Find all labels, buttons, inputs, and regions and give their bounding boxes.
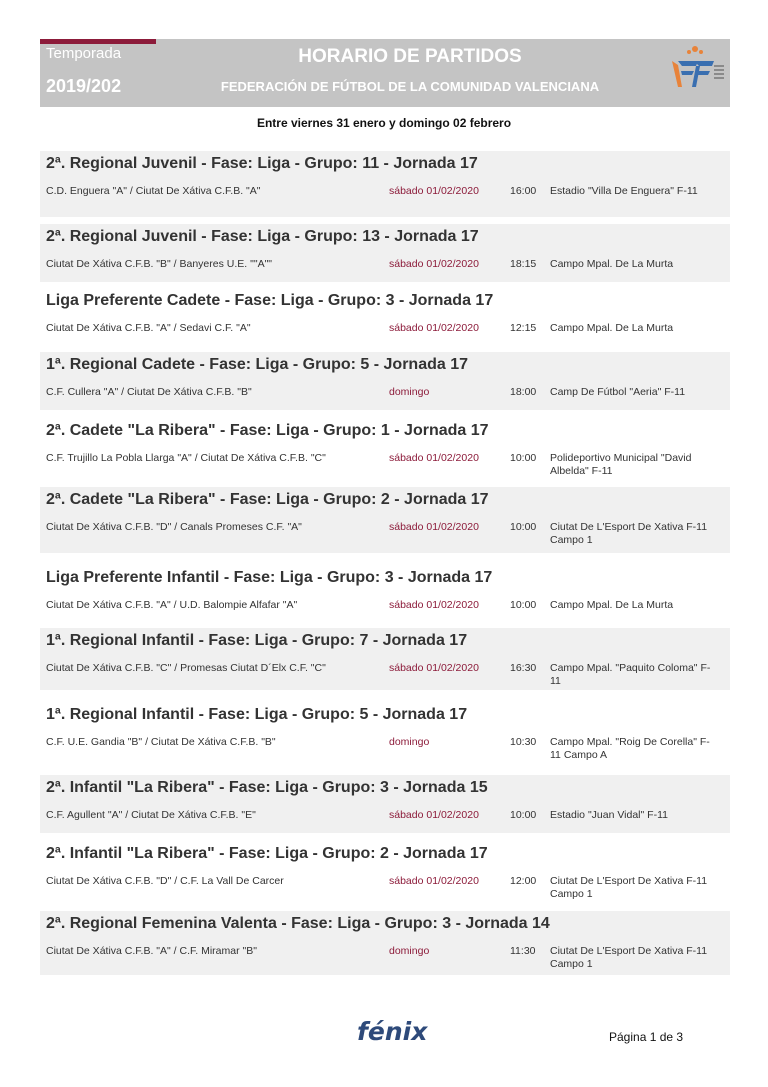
match-block	[40, 224, 730, 282]
match-teams: C.D. Enguera "A" / Ciutat De Xátiva C.F.B. "A"	[46, 185, 261, 197]
match-teams: Ciutat De Xátiva C.F.B. "A" / Sedavi C.F. "A"	[46, 322, 251, 334]
match-block	[40, 487, 730, 553]
match-title: 2ª. Cadete "La Ribera" - Fase: Liga - Grupo: 2 - Jornada 17	[46, 491, 489, 508]
accent-bar	[40, 39, 156, 44]
match-venue: Campo Mpal. De La Murta	[550, 322, 674, 334]
match-time: 10:30	[510, 736, 537, 748]
season-label: Temporada	[46, 45, 122, 62]
match-title: 2ª. Regional Femenina Valenta - Fase: Liga - Grupo: 3 - Jornada 14	[46, 915, 550, 932]
match-title: 1ª. Regional Infantil - Fase: Liga - Grupo: 5 - Jornada 17	[46, 706, 468, 723]
page-header	[40, 39, 730, 107]
match-date: sábado 01/02/2020	[389, 809, 479, 821]
match-block	[40, 628, 730, 690]
match-teams: Ciutat De Xátiva C.F.B. "B" / Banyeres U.E. ""A""	[46, 258, 273, 270]
match-venue: Campo Mpal. "Roig De Corella" F-11 Campo A	[550, 736, 710, 761]
match-title: Liga Preferente Infantil - Fase: Liga - Grupo: 3 - Jornada 17	[46, 569, 493, 586]
match-teams: Ciutat De Xátiva C.F.B. "D" / C.F. La Vall De Carcer	[46, 875, 284, 887]
match-date: sábado 01/02/2020	[389, 185, 479, 197]
match-title: Liga Preferente Cadete - Fase: Liga - Grupo: 3 - Jornada 17	[46, 292, 494, 309]
match-time: 10:00	[510, 599, 537, 611]
date-range: Entre viernes 31 enero y domingo 02 febrero	[256, 116, 512, 130]
page-title: HORARIO DE PARTIDOS	[298, 46, 522, 67]
page-number: Página 1 de 3	[609, 1030, 684, 1044]
match-venue: Ciutat De L'Esport De Xativa F-11 Campo 1	[550, 521, 708, 546]
match-block	[40, 565, 730, 623]
match-venue: Camp De Fútbol "Aeria" F-11	[550, 386, 686, 398]
match-teams: C.F. Cullera "A" / Ciutat De Xátiva C.F.B. "B"	[46, 386, 252, 398]
match-teams: C.F. U.E. Gandia "B" / Ciutat De Xátiva C.F.B. "B"	[46, 736, 276, 748]
federation-logo-icon	[664, 43, 726, 101]
match-time: 11:30	[510, 945, 536, 957]
match-teams: Ciutat De Xátiva C.F.B. "D" / Canals Promeses C.F. "A"	[46, 521, 302, 533]
match-date: sábado 01/02/2020	[389, 521, 479, 533]
match-title: 2ª. Infantil "La Ribera" - Fase: Liga - Grupo: 3 - Jornada 15	[46, 779, 488, 796]
match-venue: Campo Mpal. De La Murta	[550, 258, 674, 270]
match-time: 10:00	[510, 452, 537, 464]
match-block	[40, 418, 730, 482]
match-teams: Ciutat De Xátiva C.F.B. "A" / U.D. Balompie Alfafar "A"	[46, 599, 298, 611]
match-date: domingo	[389, 945, 430, 957]
match-date: sábado 01/02/2020	[389, 662, 479, 674]
match-date: sábado 01/02/2020	[389, 452, 479, 464]
match-time: 10:00	[510, 521, 537, 533]
match-time: 16:00	[510, 185, 537, 197]
fenix-logo: fénix	[357, 1017, 428, 1046]
match-venue: Ciutat De L'Esport De Xativa F-11 Campo 1	[550, 875, 708, 900]
match-date: sábado 01/02/2020	[389, 322, 479, 334]
match-venue: Estadio "Juan Vidal" F-11	[550, 809, 668, 821]
match-date: domingo	[389, 386, 430, 398]
season-value: 2019/202	[46, 76, 122, 96]
match-time: 18:00	[510, 386, 537, 398]
match-block	[40, 352, 730, 410]
match-time: 10:00	[510, 809, 537, 821]
match-title: 2ª. Cadete "La Ribera" - Fase: Liga - Grupo: 1 - Jornada 17	[46, 422, 489, 439]
match-block	[40, 151, 730, 217]
match-venue: Campo Mpal. De La Murta	[550, 599, 674, 611]
match-teams: Ciutat De Xátiva C.F.B. "A" / C.F. Miramar "B"	[46, 945, 257, 957]
match-teams: C.F. Trujillo La Pobla Llarga "A" / Ciutat De Xátiva C.F.B. "C"	[46, 452, 326, 464]
match-date: sábado 01/02/2020	[389, 599, 479, 611]
match-block	[40, 775, 730, 833]
match-date: sábado 01/02/2020	[389, 875, 479, 887]
match-venue: Campo Mpal. "Paquito Coloma" F-11	[550, 662, 711, 687]
match-time: 12:15	[510, 322, 537, 334]
match-teams: Ciutat De Xátiva C.F.B. "C" / Promesas Ciutat D´Elx C.F. "C"	[46, 662, 326, 674]
match-block	[40, 911, 730, 975]
match-venue: Ciutat De L'Esport De Xativa F-11 Campo 1	[550, 945, 708, 970]
match-venue: Polideportivo Municipal "David Albelda" F-11	[550, 452, 692, 477]
match-time: 16:30	[510, 662, 537, 674]
match-block	[40, 288, 730, 346]
match-venue: Estadio "Villa De Enguera" F-11	[550, 185, 698, 197]
match-teams: C.F. Agullent "A" / Ciutat De Xátiva C.F.B. "E"	[46, 809, 256, 821]
match-title: 2ª. Regional Juvenil - Fase: Liga - Grupo: 13 - Jornada 17	[46, 228, 479, 245]
match-time: 12:00	[510, 875, 537, 887]
match-title: 1ª. Regional Cadete - Fase: Liga - Grupo: 5 - Jornada 17	[46, 356, 469, 373]
page-subtitle: FEDERACIÓN DE FÚTBOL DE LA COMUNIDAD VALENCIANA	[220, 79, 600, 94]
match-title: 1ª. Regional Infantil - Fase: Liga - Grupo: 7 - Jornada 17	[46, 632, 468, 649]
match-date: sábado 01/02/2020	[389, 258, 479, 270]
match-block	[40, 702, 730, 768]
match-block	[40, 841, 730, 907]
match-date: domingo	[389, 736, 430, 748]
match-time: 18:15	[510, 258, 537, 270]
match-title: 2ª. Regional Juvenil - Fase: Liga - Grupo: 11 - Jornada 17	[46, 155, 478, 172]
match-title: 2ª. Infantil "La Ribera" - Fase: Liga - Grupo: 2 - Jornada 17	[46, 845, 488, 862]
